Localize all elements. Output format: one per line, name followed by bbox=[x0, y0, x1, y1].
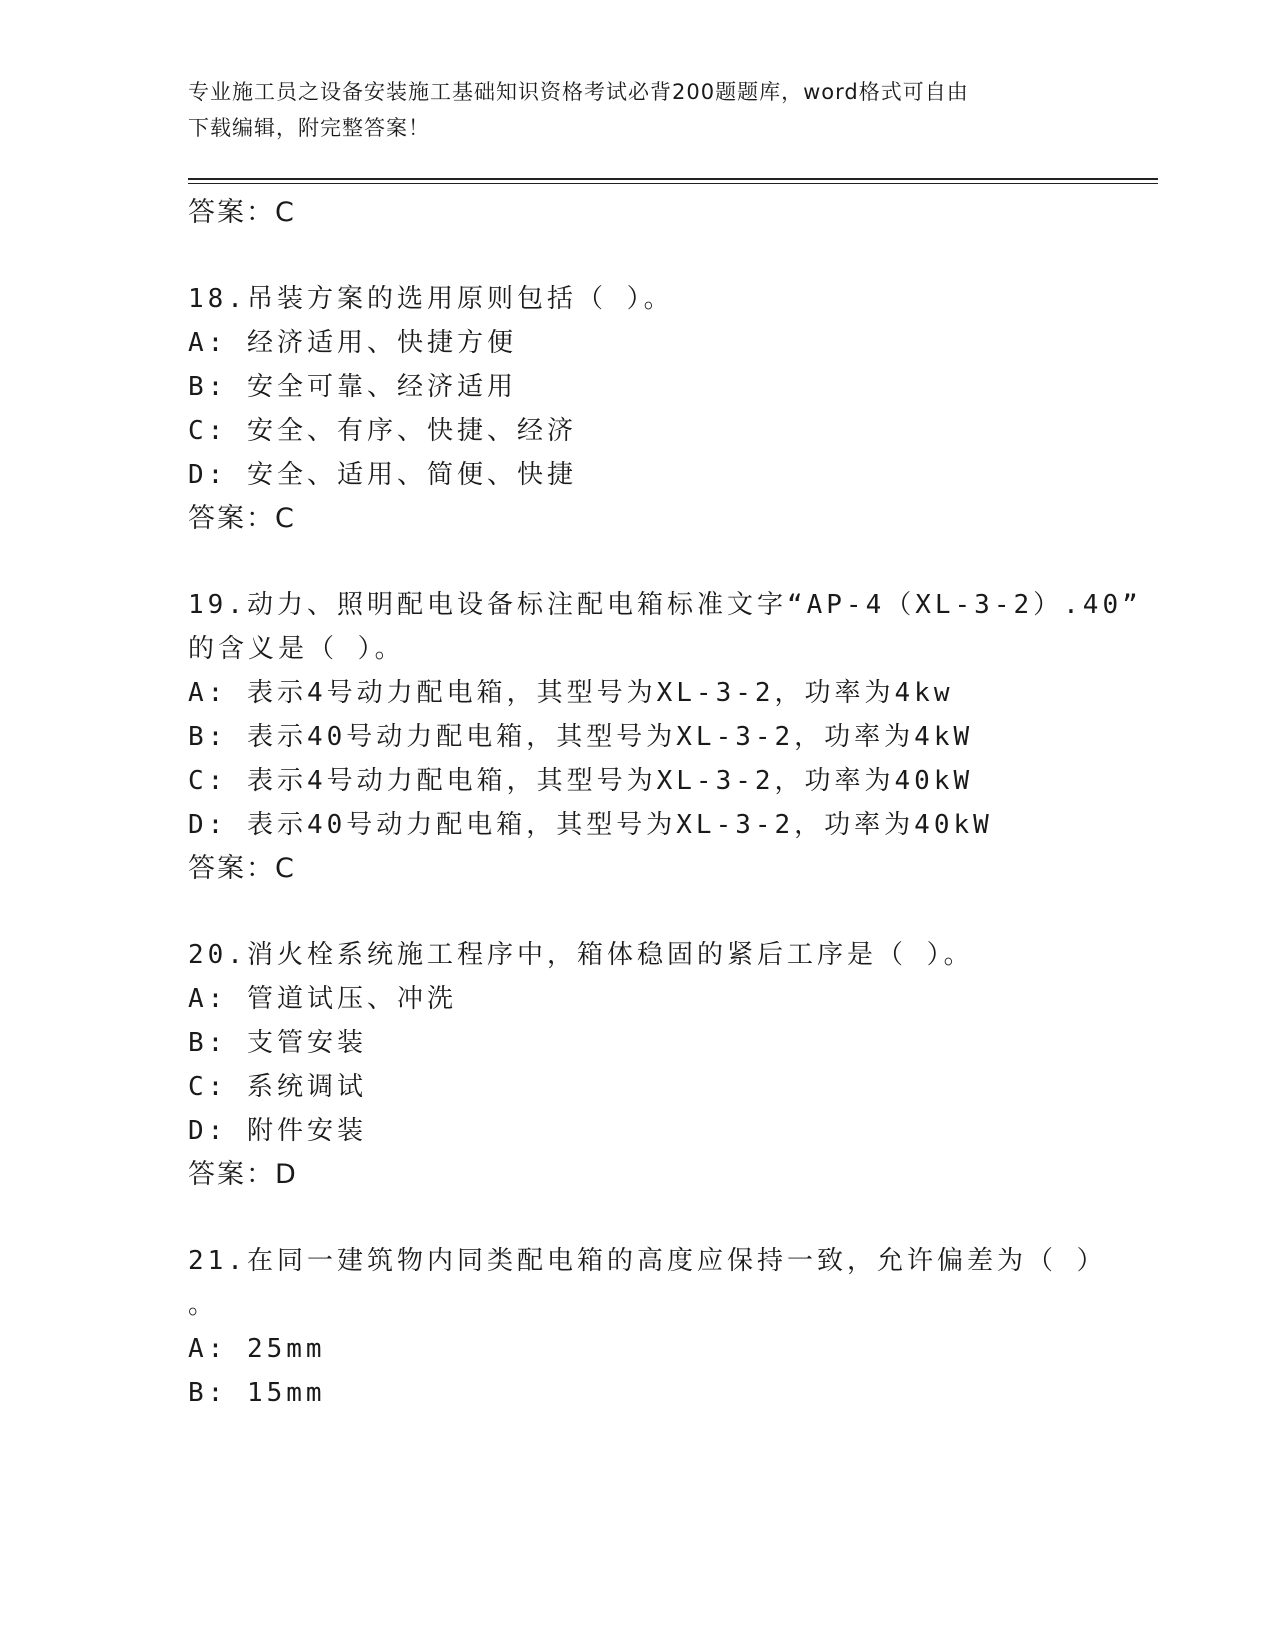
question-21-option-b: B: 15mm bbox=[188, 1378, 326, 1408]
header-line-1: 专业施工员之设备安装施工基础知识资格考试必背200题题库，word格式可自由 bbox=[188, 80, 969, 104]
question-20-option-d: D: 附件安装 bbox=[188, 1116, 367, 1146]
header-divider bbox=[188, 178, 1158, 180]
question-21-stem-line-2: 。 bbox=[188, 1290, 219, 1320]
header-divider-thin bbox=[188, 183, 1158, 184]
question-18-option-b: B: 安全可靠、经济适用 bbox=[188, 372, 517, 402]
question-20-option-c: C: 系统调试 bbox=[188, 1072, 367, 1102]
question-19-stem-line-1: 19.动力、照明配电设备标注配电箱标准文字“AP-4（XL-3-2）.40” bbox=[188, 590, 1142, 620]
question-20-option-b: B: 支管安装 bbox=[188, 1028, 367, 1058]
question-19-option-d: D: 表示40号动力配电箱，其型号为XL-3-2，功率为40kW bbox=[188, 810, 993, 840]
answer-17: 答案：C bbox=[188, 197, 296, 228]
question-18-option-a: A: 经济适用、快捷方便 bbox=[188, 328, 517, 358]
question-18-option-d: D: 安全、适用、简便、快捷 bbox=[188, 460, 577, 490]
question-19-answer: 答案：C bbox=[188, 853, 296, 884]
question-19-stem-line-2: 的含义是（ ）。 bbox=[188, 634, 405, 664]
question-20-answer: 答案：D bbox=[188, 1159, 298, 1190]
question-19-option-b: B: 表示40号动力配电箱，其型号为XL-3-2，功率为4kW bbox=[188, 722, 974, 752]
question-20-stem: 20.消火栓系统施工程序中，箱体稳固的紧后工序是（ ）。 bbox=[188, 940, 974, 970]
question-18-stem: 18.吊装方案的选用原则包括（ ）。 bbox=[188, 284, 674, 314]
question-18-option-c: C: 安全、有序、快捷、经济 bbox=[188, 416, 577, 446]
header-line-2: 下载编辑，附完整答案！ bbox=[188, 116, 430, 140]
document-header bbox=[188, 74, 1088, 146]
question-19-option-a: A: 表示4号动力配电箱，其型号为XL-3-2，功率为4kw bbox=[188, 678, 954, 708]
question-20-option-a: A: 管道试压、冲洗 bbox=[188, 984, 457, 1014]
question-19-option-c: C: 表示4号动力配电箱，其型号为XL-3-2，功率为40kW bbox=[188, 766, 974, 796]
question-21-option-a: A: 25mm bbox=[188, 1334, 326, 1364]
question-21-stem-line-1: 21.在同一建筑物内同类配电箱的高度应保持一致，允许偏差为（ ） bbox=[188, 1246, 1107, 1276]
question-18-answer: 答案：C bbox=[188, 503, 296, 534]
